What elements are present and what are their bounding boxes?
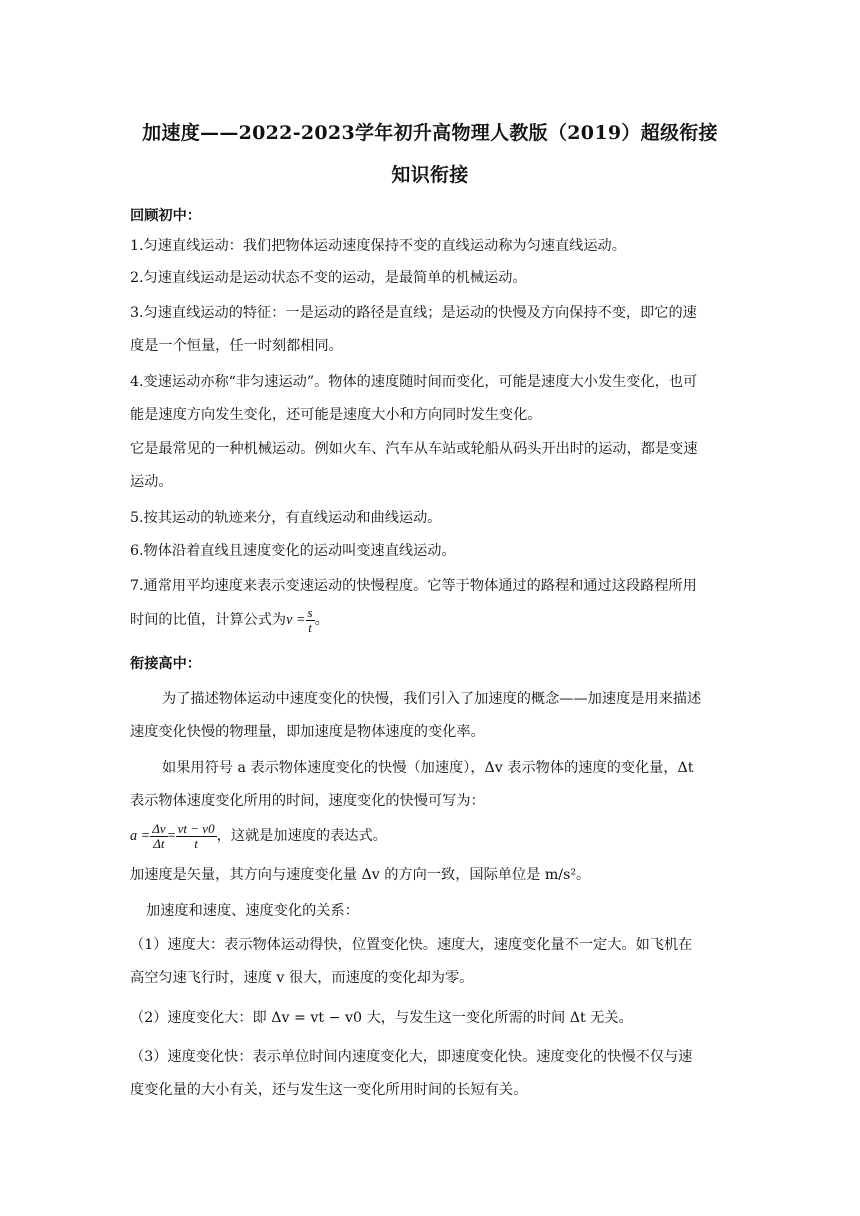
formula-v-end: 。: [314, 612, 329, 628]
high-school-heading: 衔接高中：: [130, 656, 201, 672]
paragraph-2-line2: 表示物体速度变化所用的时间，速度变化的快慢可写为：: [130, 793, 485, 809]
review-item-3-line2: 度是一个恒量，任一时刻都相同。: [130, 338, 343, 354]
relation-3-line1: （3）速度变化快：表示单位时间内速度变化大，即速度变化快。速度变化的快慢不仅与速: [130, 1049, 693, 1065]
formula-a-fraction-1: [150, 822, 167, 851]
review-paragraph-line2: 运动。: [130, 474, 173, 490]
vector-statement: 加速度是矢量，其方向与速度变化量 Δv 的方向一致，国际单位是 m/s²。: [130, 867, 591, 883]
review-item-4-line1: 4.变速运动亦称“非匀速运动”。物体的速度随时间而变化，可能是速度大小发生变化，也可: [130, 374, 698, 390]
relation-1-line2: 高空匀速飞行时，速度 v 很大，而速度的变化却为零。: [130, 970, 474, 986]
formula-a-tail: ，这就是加速度的表达式。: [216, 828, 387, 844]
relation-heading: 加速度和速度、速度变化的关系：: [146, 903, 359, 919]
review-item-7-line1: 7.通常用平均速度来表示变速运动的快慢程度。它等于物体通过的路程和通过这段路程所用: [130, 578, 697, 594]
formula-v-numerator: s: [307, 604, 313, 620]
paragraph-1-line1: 为了描述物体运动中速度变化的快慢，我们引入了加速度的概念——加速度是用来描述: [162, 691, 702, 707]
review-item-5: 5.按其运动的轨迹来分，有直线运动和曲线运动。: [130, 510, 442, 526]
formula-v-lhs: v =: [286, 612, 306, 628]
review-item-2: 2.匀速直线运动是运动状态不变的运动，是最简单的机械运动。: [130, 270, 527, 286]
review-item-6: 6.物体沿着直线且速度变化的运动叫变速直线运动。: [130, 543, 456, 559]
formula-a-num2: vt − v0: [177, 820, 215, 836]
formula-intro: 时间的比值，计算公式为: [130, 612, 287, 628]
paragraph-2-line1: 如果用符号 a 表示物体速度变化的快慢（加速度），Δv 表示物体的速度的变化量，Δt: [162, 760, 694, 776]
formula-a-lhs: a =: [130, 828, 151, 844]
relation-1-line1: （1）速度大：表示物体运动得快，位置变化快。速度大，速度变化量不一定大。如飞机在: [130, 937, 693, 953]
formula-a-den1: Δt: [153, 835, 165, 851]
formula-v-fraction: [306, 606, 315, 635]
document-title: 加速度——2022-2023学年初升高物理人教版（2019）超级衔接: [142, 122, 718, 144]
relation-2: （2）速度变化大：即 Δv = vt − v0 大，与发生这一变化所需的时间 Δt 无关。: [130, 1010, 633, 1026]
review-item-4-line2: 能是速度方向发生变化，还可能是速度大小和方向同时发生变化。: [130, 407, 542, 423]
acceleration-formula: [130, 820, 730, 852]
section-title: 知识衔接: [391, 164, 469, 186]
review-paragraph-line1: 它是最常见的一种机械运动。例如火车、汽车从车站或轮船从码头开出时的运动，都是变速: [130, 441, 698, 457]
formula-a-fraction-2: [176, 822, 217, 851]
formula-a-eq: =: [167, 828, 176, 844]
formula-v-denominator: t: [308, 619, 312, 635]
formula-a-den2: t: [194, 835, 198, 851]
formula-a-num1: Δv: [152, 820, 166, 836]
review-item-3-line1: 3.匀速直线运动的特征：一是运动的路径是直线；是运动的快慢及方向保持不变，即它的速: [130, 305, 697, 321]
review-item-1: 1.匀速直线运动：我们把物体运动速度保持不变的直线运动称为匀速直线运动。: [130, 238, 626, 254]
relation-3-line2: 度变化量的大小有关，还与发生这一变化所用时间的长短有关。: [130, 1082, 528, 1098]
paragraph-1-line2: 速度变化快慢的物理量，即加速度是物体速度的变化率。: [130, 724, 485, 740]
review-heading: 回顾初中：: [130, 208, 201, 224]
review-item-7-line2: [130, 605, 730, 635]
